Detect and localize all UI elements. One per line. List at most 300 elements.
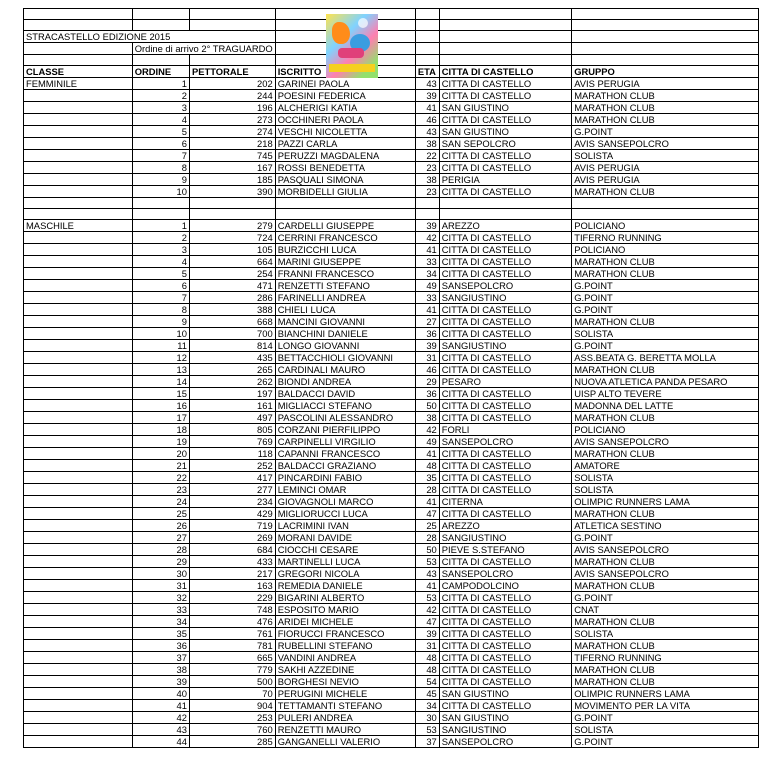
table-cell: 54 (415, 676, 439, 688)
table-cell: CITTA DI CASTELLO (439, 90, 571, 102)
table-cell: SOLISTA (572, 328, 759, 340)
table-row (24, 244, 759, 256)
table-cell: 41 (415, 448, 439, 460)
table-cell: OLIMPIC RUNNERS LAMA (572, 688, 759, 700)
table-cell: 684 (189, 544, 275, 556)
table-cell: AVIS PERUGIA (572, 162, 759, 174)
table-cell: SANGIUSTINO (439, 724, 571, 736)
table-cell: MARATHON CLUB (572, 676, 759, 688)
table-cell: MIGLIACCI STEFANO (275, 400, 415, 412)
table-row (24, 448, 759, 460)
table-cell: VANDINI ANDREA (275, 652, 415, 664)
table-cell: G.POINT (572, 736, 759, 748)
table-cell: 24 (132, 496, 189, 508)
table-cell: 745 (189, 150, 275, 162)
table-row (24, 652, 759, 664)
table-cell: AVIS SANSEPOLCRO (572, 544, 759, 556)
table-cell: MARATHON CLUB (572, 102, 759, 114)
table-cell: SAKHI AZZEDINE (275, 664, 415, 676)
table-cell: 23 (132, 484, 189, 496)
spacer-row (24, 209, 759, 220)
table-cell: 497 (189, 412, 275, 424)
table-cell: FIORUCCI FRANCESCO (275, 628, 415, 640)
table-cell: 43 (415, 568, 439, 580)
table-cell: 41 (132, 700, 189, 712)
table-cell: POLICIANO (572, 220, 759, 232)
table-row (24, 664, 759, 676)
table-row (24, 268, 759, 280)
table-cell: VESCHI NICOLETTA (275, 126, 415, 138)
table-cell: 262 (189, 376, 275, 388)
table-cell: MARATHON CLUB (572, 664, 759, 676)
table-cell: AREZZO (439, 520, 571, 532)
table-cell: 11 (132, 340, 189, 352)
table-row (24, 340, 759, 352)
table-cell: 32 (132, 592, 189, 604)
table-cell: SAN GIUSTINO (439, 712, 571, 724)
table-cell: PASCOLINI ALESSANDRO (275, 412, 415, 424)
table-cell: ROSSI BENEDETTA (275, 162, 415, 174)
table-cell: PULERI ANDREA (275, 712, 415, 724)
table-cell: REMEDIA DANIELE (275, 580, 415, 592)
table-cell: CITTA DI CASTELLO (439, 364, 571, 376)
table-cell: 218 (189, 138, 275, 150)
table-cell: 234 (189, 496, 275, 508)
table-cell: 47 (415, 616, 439, 628)
table-cell: SOLISTA (572, 484, 759, 496)
table-cell: AVIS SANSEPOLCRO (572, 436, 759, 448)
table-cell: 229 (189, 592, 275, 604)
table-cell: CITTA DI CASTELLO (439, 460, 571, 472)
table-cell: G.POINT (572, 304, 759, 316)
table-cell: 49 (415, 280, 439, 292)
table-cell: TETTAMANTI STEFANO (275, 700, 415, 712)
table-cell: 500 (189, 676, 275, 688)
table-cell: CARPINELLI VIRGILIO (275, 436, 415, 448)
table-cell: 35 (132, 628, 189, 640)
table-cell: CITTA DI CASTELLO (439, 162, 571, 174)
table-cell: MARATHON CLUB (572, 364, 759, 376)
table-cell: 29 (415, 376, 439, 388)
table-cell: 27 (415, 316, 439, 328)
table-cell: 48 (415, 460, 439, 472)
table-cell: AVIS SANSEPOLCRO (572, 568, 759, 580)
table-cell: 665 (189, 652, 275, 664)
table-cell: MOVIMENTO PER LA VITA (572, 700, 759, 712)
table-cell: CITTA DI CASTELLO (439, 304, 571, 316)
table-cell: 274 (189, 126, 275, 138)
table-row (24, 604, 759, 616)
table-cell: 197 (189, 388, 275, 400)
table-cell: 904 (189, 700, 275, 712)
table-cell: CITTA DI CASTELLO (439, 114, 571, 126)
table-cell: 37 (132, 652, 189, 664)
header-iscritto: ISCRITTO (275, 66, 415, 78)
table-cell: 41 (415, 102, 439, 114)
table-row (24, 364, 759, 376)
table-cell: MARATHON CLUB (572, 580, 759, 592)
table-cell: 748 (189, 604, 275, 616)
table-row (24, 568, 759, 580)
table-cell: BORGHESI NEVIO (275, 676, 415, 688)
table-cell: 23 (415, 162, 439, 174)
table-cell: 286 (189, 292, 275, 304)
subtitle-row (24, 43, 759, 55)
table-cell: CERRINI FRANCESCO (275, 232, 415, 244)
table-cell: SANSEPOLCRO (439, 568, 571, 580)
table-cell: 105 (189, 244, 275, 256)
table-cell: MARATHON CLUB (572, 268, 759, 280)
table-cell: 15 (132, 388, 189, 400)
table-cell: SOLISTA (572, 724, 759, 736)
table-cell: 13 (132, 364, 189, 376)
table-cell: 43 (132, 724, 189, 736)
table-cell: 28 (415, 484, 439, 496)
table-cell: CITTA DI CASTELLO (439, 652, 571, 664)
table-cell: 664 (189, 256, 275, 268)
table-cell: AVIS PERUGIA (572, 78, 759, 90)
table-cell: 254 (189, 268, 275, 280)
table-cell: 8 (132, 162, 189, 174)
table-cell: 253 (189, 712, 275, 724)
table-row (24, 580, 759, 592)
table-cell: 277 (189, 484, 275, 496)
table-cell: PASQUALI SIMONA (275, 174, 415, 186)
table-cell: 48 (415, 664, 439, 676)
table-cell: MADONNA DEL LATTE (572, 400, 759, 412)
table-cell: 43 (415, 126, 439, 138)
table-cell: 476 (189, 616, 275, 628)
table-row (24, 412, 759, 424)
table-row (24, 328, 759, 340)
table-cell: 2 (132, 90, 189, 102)
table-cell: 26 (132, 520, 189, 532)
table-cell: CITTA DI CASTELLO (439, 256, 571, 268)
table-cell: CITTA DI CASTELLO (439, 400, 571, 412)
table-cell: LONGO GIOVANNI (275, 340, 415, 352)
table-cell: MARATHON CLUB (572, 186, 759, 198)
table-cell: CITTA DI CASTELLO (439, 78, 571, 90)
table-row (24, 292, 759, 304)
table-row (24, 496, 759, 508)
table-cell: 31 (415, 352, 439, 364)
table-cell: 34 (415, 700, 439, 712)
table-cell: LEMINCI OMAR (275, 484, 415, 496)
sheet-row (24, 55, 759, 66)
table-cell: ASS.BEATA G. BERETTA MOLLA (572, 352, 759, 364)
table-cell: MARATHON CLUB (572, 508, 759, 520)
table-cell: GANGANELLI VALERIO (275, 736, 415, 748)
table-cell: BALDACCI GRAZIANO (275, 460, 415, 472)
table-cell: MARATHON CLUB (572, 556, 759, 568)
table-cell: 53 (415, 556, 439, 568)
table-row (24, 484, 759, 496)
table-cell: 163 (189, 580, 275, 592)
table-cell: 29 (132, 556, 189, 568)
table-cell: 43 (415, 78, 439, 90)
table-cell: 279 (189, 220, 275, 232)
table-cell: 20 (132, 448, 189, 460)
table-cell: ALCHERIGI KATIA (275, 102, 415, 114)
table-row (24, 436, 759, 448)
table-cell: 5 (132, 268, 189, 280)
table-cell: 33 (132, 604, 189, 616)
table-cell: 39 (415, 220, 439, 232)
classe-label: FEMMINILE (24, 78, 133, 90)
table-cell: 1 (132, 220, 189, 232)
table-row (24, 532, 759, 544)
table-cell: 265 (189, 364, 275, 376)
table-cell: MARATHON CLUB (572, 448, 759, 460)
table-cell: PERUZZI MAGDALENA (275, 150, 415, 162)
title-row (24, 31, 759, 43)
table-cell: BIGARINI ALBERTO (275, 592, 415, 604)
table-cell: CITTA DI CASTELLO (439, 150, 571, 162)
table-cell: SOLISTA (572, 628, 759, 640)
table-cell: 10 (132, 328, 189, 340)
table-cell: 429 (189, 508, 275, 520)
table-cell: CITTA DI CASTELLO (439, 448, 571, 460)
table-cell: ATLETICA SESTINO (572, 520, 759, 532)
table-cell: G.POINT (572, 340, 759, 352)
table-cell: 2 (132, 232, 189, 244)
table-cell: 30 (415, 712, 439, 724)
table-cell: SANSEPOLCRO (439, 280, 571, 292)
table-cell: FARINELLI ANDREA (275, 292, 415, 304)
table-cell: MARATHON CLUB (572, 616, 759, 628)
table-cell: UISP ALTO TEVERE (572, 388, 759, 400)
table-cell: 273 (189, 114, 275, 126)
table-cell: CITTA DI CASTELLO (439, 628, 571, 640)
table-cell: 42 (415, 232, 439, 244)
table-row (24, 700, 759, 712)
table-cell: 41 (415, 580, 439, 592)
header-eta: ETA (415, 66, 439, 78)
table-cell: PIEVE S.STEFANO (439, 544, 571, 556)
table-cell: TIFERNO RUNNING (572, 652, 759, 664)
table-cell: BURZICCHI LUCA (275, 244, 415, 256)
table-cell: 31 (132, 580, 189, 592)
table-cell: 34 (415, 268, 439, 280)
table-cell: 388 (189, 304, 275, 316)
table-cell: MARATHON CLUB (572, 412, 759, 424)
table-row (24, 676, 759, 688)
table-cell: BIANCHINI DANIELE (275, 328, 415, 340)
table-cell: 33 (415, 292, 439, 304)
table-cell: MARATHON CLUB (572, 114, 759, 126)
table-cell: 3 (132, 102, 189, 114)
table-row (24, 220, 759, 232)
table-row (24, 388, 759, 400)
table-cell: RENZETTI STEFANO (275, 280, 415, 292)
table-cell: 36 (132, 640, 189, 652)
table-cell: 35 (415, 472, 439, 484)
table-row (24, 712, 759, 724)
table-row (24, 138, 759, 150)
table-cell: 40 (132, 688, 189, 700)
header-ordine: ORDINE (132, 66, 189, 78)
table-row (24, 424, 759, 436)
table-cell: 44 (132, 736, 189, 748)
table-cell: CITTA DI CASTELLO (439, 640, 571, 652)
table-cell: SANSEPOLCRO (439, 436, 571, 448)
table-row (24, 508, 759, 520)
table-cell: CAPANNI FRANCESCO (275, 448, 415, 460)
table-cell: 48 (415, 652, 439, 664)
table-cell: 9 (132, 316, 189, 328)
sheet-body (24, 9, 759, 748)
table-cell: 185 (189, 174, 275, 186)
table-cell: 3 (132, 244, 189, 256)
table-cell: 27 (132, 532, 189, 544)
table-cell: 25 (132, 508, 189, 520)
table-cell: 70 (189, 688, 275, 700)
table-cell: 202 (189, 78, 275, 90)
table-row (24, 150, 759, 162)
table-row (24, 102, 759, 114)
table-cell: 7 (132, 292, 189, 304)
spacer-row (24, 198, 759, 209)
table-cell: PINCARDINI FABIO (275, 472, 415, 484)
table-cell: 668 (189, 316, 275, 328)
table-cell: RUBELLINI STEFANO (275, 640, 415, 652)
table-cell: BETTACCHIOLI GIOVANNI (275, 352, 415, 364)
table-row (24, 126, 759, 138)
table-cell: CITTA DI CASTELLO (439, 676, 571, 688)
table-cell: CARDELLI GIUSEPPE (275, 220, 415, 232)
table-cell: 42 (132, 712, 189, 724)
table-cell: 5 (132, 126, 189, 138)
table-cell: 285 (189, 736, 275, 748)
table-cell: CITTA DI CASTELLO (439, 244, 571, 256)
header-citta: CITTA DI CASTELLO (439, 66, 571, 78)
table-cell: 39 (415, 340, 439, 352)
table-cell: CITTA DI CASTELLO (439, 328, 571, 340)
table-cell: 10 (132, 186, 189, 198)
table-cell: MARATHON CLUB (572, 640, 759, 652)
table-cell: 31 (415, 640, 439, 652)
table-cell: 433 (189, 556, 275, 568)
table-cell: 435 (189, 352, 275, 364)
table-cell: 471 (189, 280, 275, 292)
table-cell: 37 (415, 736, 439, 748)
table-cell: GARINEI PAOLA (275, 78, 415, 90)
table-cell: BALDACCI DAVID (275, 388, 415, 400)
header-gruppo: GRUPPO (572, 66, 759, 78)
table-cell: CIOCCHI CESARE (275, 544, 415, 556)
table-row (24, 460, 759, 472)
table-cell: 38 (132, 664, 189, 676)
table-cell: FORLI (439, 424, 571, 436)
table-cell: 53 (415, 724, 439, 736)
table-cell: MARATHON CLUB (572, 316, 759, 328)
event-logo (326, 14, 378, 78)
table-cell: 252 (189, 460, 275, 472)
header-pettorale: PETTORALE (189, 66, 275, 78)
table-cell: 38 (415, 138, 439, 150)
table-cell: G.POINT (572, 126, 759, 138)
table-cell: MORANI DAVIDE (275, 532, 415, 544)
table-cell: BIONDI ANDREA (275, 376, 415, 388)
table-cell: OLIMPIC RUNNERS LAMA (572, 496, 759, 508)
table-cell: 25 (415, 520, 439, 532)
table-cell: 39 (415, 90, 439, 102)
table-row (24, 256, 759, 268)
table-cell: CITTA DI CASTELLO (439, 186, 571, 198)
table-cell: 28 (132, 544, 189, 556)
table-cell: CITTA DI CASTELLO (439, 412, 571, 424)
table-cell: 33 (415, 256, 439, 268)
sheet-subtitle: Ordine di arrivo 2° TRAGUARDO (132, 43, 275, 55)
table-cell: SANSEPOLCRO (439, 736, 571, 748)
table-row (24, 232, 759, 244)
table-cell: 50 (415, 400, 439, 412)
table-cell: 761 (189, 628, 275, 640)
table-cell: 8 (132, 304, 189, 316)
table-row (24, 544, 759, 556)
table-cell: 7 (132, 150, 189, 162)
table-cell: 12 (132, 352, 189, 364)
sheet-row (24, 20, 759, 31)
table-cell: CITTA DI CASTELLO (439, 616, 571, 628)
table-cell: 217 (189, 568, 275, 580)
table-row (24, 304, 759, 316)
table-cell: 23 (415, 186, 439, 198)
table-cell: G.POINT (572, 280, 759, 292)
table-cell: 390 (189, 186, 275, 198)
table-cell: SOLISTA (572, 150, 759, 162)
table-cell: CITERNA (439, 496, 571, 508)
table-cell: ESPOSITO MARIO (275, 604, 415, 616)
table-cell: 1 (132, 78, 189, 90)
table-row (24, 114, 759, 126)
table-row (24, 688, 759, 700)
table-cell: 22 (415, 150, 439, 162)
table-row (24, 174, 759, 186)
table-cell: 30 (132, 568, 189, 580)
table-cell: 17 (132, 412, 189, 424)
table-cell: 161 (189, 400, 275, 412)
table-cell: MARATHON CLUB (572, 256, 759, 268)
table-row (24, 724, 759, 736)
table-cell: 41 (415, 304, 439, 316)
table-cell: 39 (415, 628, 439, 640)
header-row (24, 66, 759, 78)
table-row (24, 352, 759, 364)
table-row (24, 400, 759, 412)
table-row (24, 736, 759, 748)
table-cell: PERIGIA (439, 174, 571, 186)
table-cell: CITTA DI CASTELLO (439, 472, 571, 484)
table-cell: 6 (132, 280, 189, 292)
table-cell: CITTA DI CASTELLO (439, 316, 571, 328)
table-cell: 417 (189, 472, 275, 484)
table-cell: 167 (189, 162, 275, 174)
table-row (24, 628, 759, 640)
table-cell: 4 (132, 114, 189, 126)
table-cell: CITTA DI CASTELLO (439, 484, 571, 496)
table-cell: OCCHINERI PAOLA (275, 114, 415, 126)
table-cell: CITTA DI CASTELLO (439, 232, 571, 244)
table-cell: CITTA DI CASTELLO (439, 604, 571, 616)
table-cell: G.POINT (572, 532, 759, 544)
table-cell: CARDINALI MAURO (275, 364, 415, 376)
table-cell: AREZZO (439, 220, 571, 232)
table-row (24, 376, 759, 388)
table-cell: 50 (415, 544, 439, 556)
table-cell: 118 (189, 448, 275, 460)
table-cell: 39 (132, 676, 189, 688)
